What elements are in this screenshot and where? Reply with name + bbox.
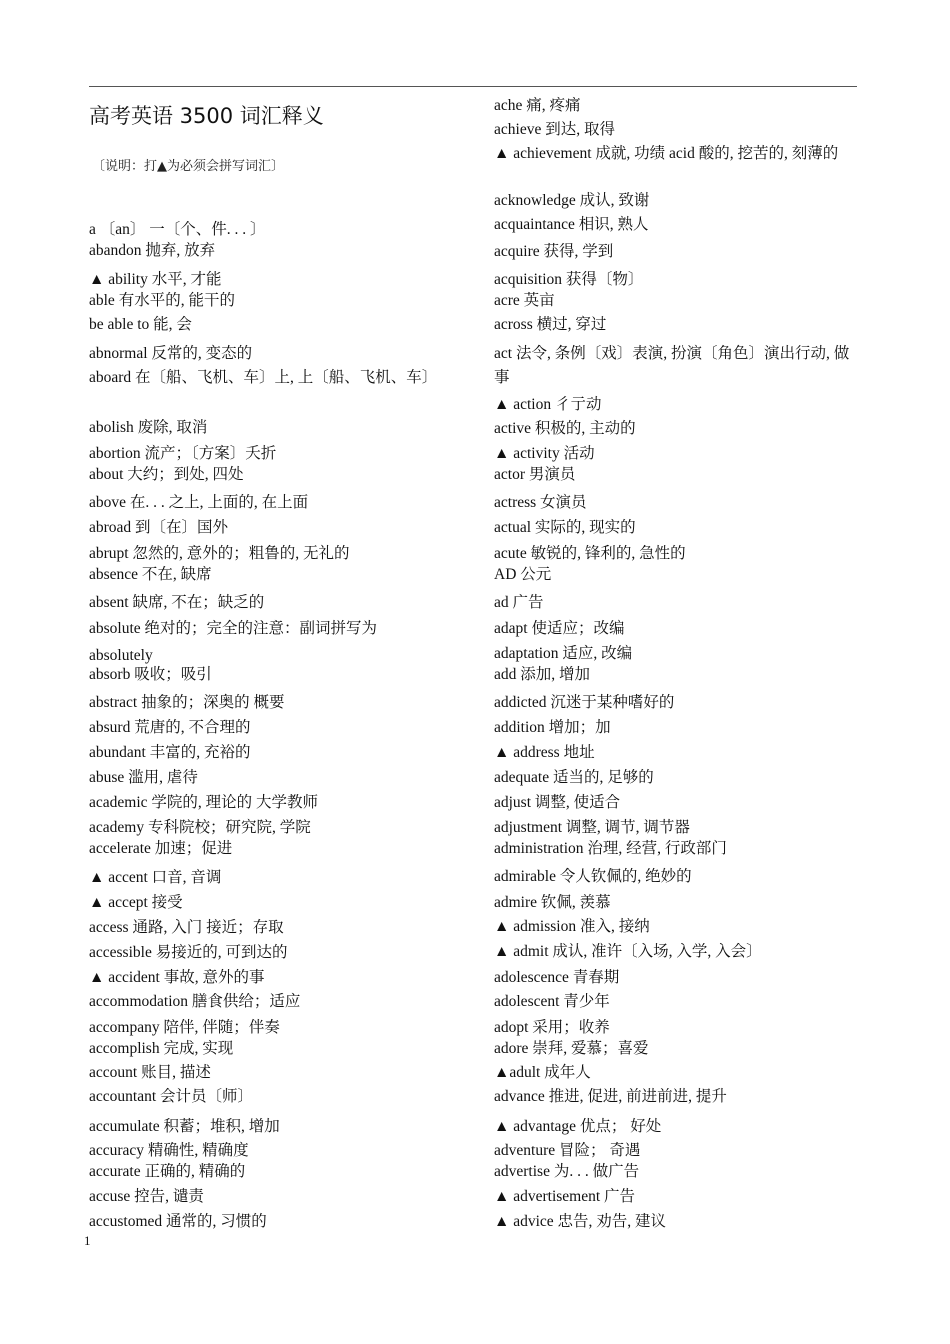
- vocab-entry: accuracy 精确性, 精确度: [89, 1142, 249, 1159]
- vocab-entry: accountant 会计员〔师〕: [89, 1088, 254, 1105]
- vocab-entry: accelerate 加速；促进: [89, 840, 233, 857]
- vocab-entry: a 〔an〕 一〔个、件. . . 〕: [89, 221, 266, 238]
- vocab-entry: active 积极的, 主动的: [494, 420, 636, 437]
- vocab-entry: accumulate 积蓄；堆积, 增加: [89, 1118, 280, 1135]
- vocab-entry: absurd 荒唐的, 不合理的: [89, 719, 251, 736]
- vocab-entry: abrupt 忽然的, 意外的；粗鲁的, 无礼的: [89, 545, 350, 562]
- vocab-entry: aboard 在〔船、飞机、车〕上, 上〔船、飞机、车〕: [89, 369, 438, 386]
- vocab-entry: account 账目, 描述: [89, 1064, 211, 1081]
- vocab-entry: ad 广告: [494, 594, 544, 611]
- vocab-entry: advertise 为. . . 做广告: [494, 1163, 640, 1180]
- vocab-entry: administration 治理, 经营, 行政部门: [494, 840, 727, 857]
- vocab-entry: absorb 吸收；吸引: [89, 666, 212, 683]
- vocab-entry: absent 缺席, 不在；缺乏的: [89, 594, 265, 611]
- vocab-entry: ▲ accident 事故, 意外的事: [89, 969, 265, 986]
- vocab-entry: ▲ activity 活动: [494, 445, 595, 462]
- vocab-entry: adopt 采用；收养: [494, 1019, 610, 1036]
- vocab-entry: ▲ accept 接受: [89, 894, 183, 911]
- vocab-entry: academy 专科院校；研究院, 学院: [89, 819, 311, 836]
- vocab-entry: accuse 控告, 谴责: [89, 1188, 204, 1205]
- page-number: 1: [84, 1233, 91, 1248]
- vocab-entry: acquisition 获得〔物〕: [494, 271, 644, 288]
- vocab-entry: be able to 能, 会: [89, 316, 192, 333]
- vocab-entry: ▲ admission 准入, 接纳: [494, 918, 650, 935]
- vocab-entry: adjustment 调整, 调节, 调节器: [494, 819, 690, 836]
- vocab-entry: abundant 丰富的, 充裕的: [89, 744, 251, 761]
- vocab-entry: adore 崇拜, 爱慕；喜爱: [494, 1040, 649, 1057]
- vocab-entry: ▲ action 彳亍动: [494, 396, 602, 413]
- vocab-entry: achieve 到达, 取得: [494, 121, 615, 138]
- vocab-entry: admirable 令人钦佩的, 绝妙的: [494, 868, 692, 885]
- vocab-entry: absence 不在, 缺席: [89, 566, 212, 583]
- vocab-entry: adjust 调整, 使适合: [494, 794, 621, 811]
- vocab-entry: abortion 流产；〔方案〕夭折: [89, 445, 277, 462]
- vocab-entry: ▲ admit 成认, 准许〔入场, 入学, 入会〕: [494, 943, 762, 960]
- vocab-entry: ▲ achievement 成就, 功绩 acid 酸的, 挖苦的, 刻薄的: [494, 145, 839, 162]
- vocab-entry: ▲adult 成年人: [494, 1064, 591, 1081]
- vocab-entry: ▲ ability 水平, 才能: [89, 271, 222, 288]
- vocab-entry: academic 学院的, 理论的 大学教师: [89, 794, 319, 811]
- header-rule: [89, 86, 857, 87]
- vocab-entry: across 横过, 穿过: [494, 316, 607, 333]
- vocab-entry: abroad 到〔在〕国外: [89, 519, 229, 536]
- vocab-entry: abolish 废除, 取消: [89, 419, 208, 436]
- vocab-entry: accessible 易接近的, 可到达的: [89, 944, 288, 961]
- vocab-entry: addicted 沉迷于某种嗜好的: [494, 694, 675, 711]
- vocab-entry: adaptation 适应, 改编: [494, 645, 633, 662]
- vocab-entry: abandon 抛弃, 放弃: [89, 242, 216, 259]
- vocab-entry: accurate 正确的, 精确的: [89, 1163, 246, 1180]
- vocab-entry: AD 公元: [494, 566, 552, 583]
- vocab-entry: ▲ accent 口音, 音调: [89, 869, 222, 886]
- vocab-entry: actual 实际的, 现实的: [494, 519, 636, 536]
- vocab-entry: absolute 绝对的；完全的注意：副词拼写为: [89, 620, 378, 637]
- vocab-entry: access 通路, 入门 接近；存取: [89, 919, 284, 936]
- vocab-entry: acute 敏锐的, 锋利的, 急性的: [494, 545, 686, 562]
- vocab-entry: adolescence 青春期: [494, 969, 620, 986]
- vocab-entry: ▲ advantage 优点； 好处: [494, 1118, 662, 1135]
- spelling-note: 〔说明：打▲为必须会拼写词汇〕: [92, 159, 284, 174]
- vocab-entry: acquire 获得, 学到: [494, 243, 614, 260]
- vocab-entry: adolescent 青少年: [494, 993, 610, 1010]
- vocab-entry: ▲ advice 忠告, 劝告, 建议: [494, 1213, 667, 1230]
- vocab-entry: add 添加, 增加: [494, 666, 591, 683]
- vocab-entry: abuse 滥用, 虐待: [89, 769, 198, 786]
- vocab-entry: actor 男演员: [494, 466, 576, 483]
- vocab-entry: absolutely: [89, 647, 153, 664]
- vocab-entry: ▲ address 地址: [494, 744, 595, 761]
- vocab-entry: acre 英亩: [494, 292, 555, 309]
- vocab-entry: accompany 陪伴, 伴随；伴奏: [89, 1019, 280, 1036]
- document-title: 高考英语 3500 词汇释义: [89, 104, 324, 128]
- vocab-entry: admire 钦佩, 羡慕: [494, 894, 611, 911]
- vocab-entry: acknowledge 成认, 致谢: [494, 192, 650, 209]
- vocab-entry: actress 女演员: [494, 494, 587, 511]
- vocab-entry: abstract 抽象的；深奥的 概要: [89, 694, 285, 711]
- vocab-entry: adequate 适当的, 足够的: [494, 769, 654, 786]
- vocab-entry: acquaintance 相识, 熟人: [494, 216, 649, 233]
- vocab-entry: adapt 使适应；改编: [494, 620, 625, 637]
- vocab-entry: accustomed 通常的, 习惯的: [89, 1213, 267, 1230]
- vocab-entry: about 大约；到处, 四处: [89, 466, 244, 483]
- vocab-entry: advance 推进, 促进, 前进前进, 提升: [494, 1088, 727, 1105]
- vocab-entry: ▲ advertisement 广告: [494, 1188, 636, 1205]
- vocab-entry: accommodation 膳食供给；适应: [89, 993, 301, 1010]
- vocab-entry: abnormal 反常的, 变态的: [89, 345, 253, 362]
- vocab-entry: adventure 冒险； 奇遇: [494, 1142, 641, 1159]
- vocab-entry: addition 增加；加: [494, 719, 611, 736]
- vocab-entry: above 在. . . 之上, 上面的, 在上面: [89, 494, 309, 511]
- vocab-entry: accomplish 完成, 实现: [89, 1040, 234, 1057]
- vocab-entry: ache 痛, 疼痛: [494, 97, 581, 114]
- vocab-entry: able 有水平的, 能干的: [89, 292, 235, 309]
- vocab-entry: act 法令, 条例〔戏〕表演, 扮演〔角色〕演出行动, 做事: [494, 345, 850, 386]
